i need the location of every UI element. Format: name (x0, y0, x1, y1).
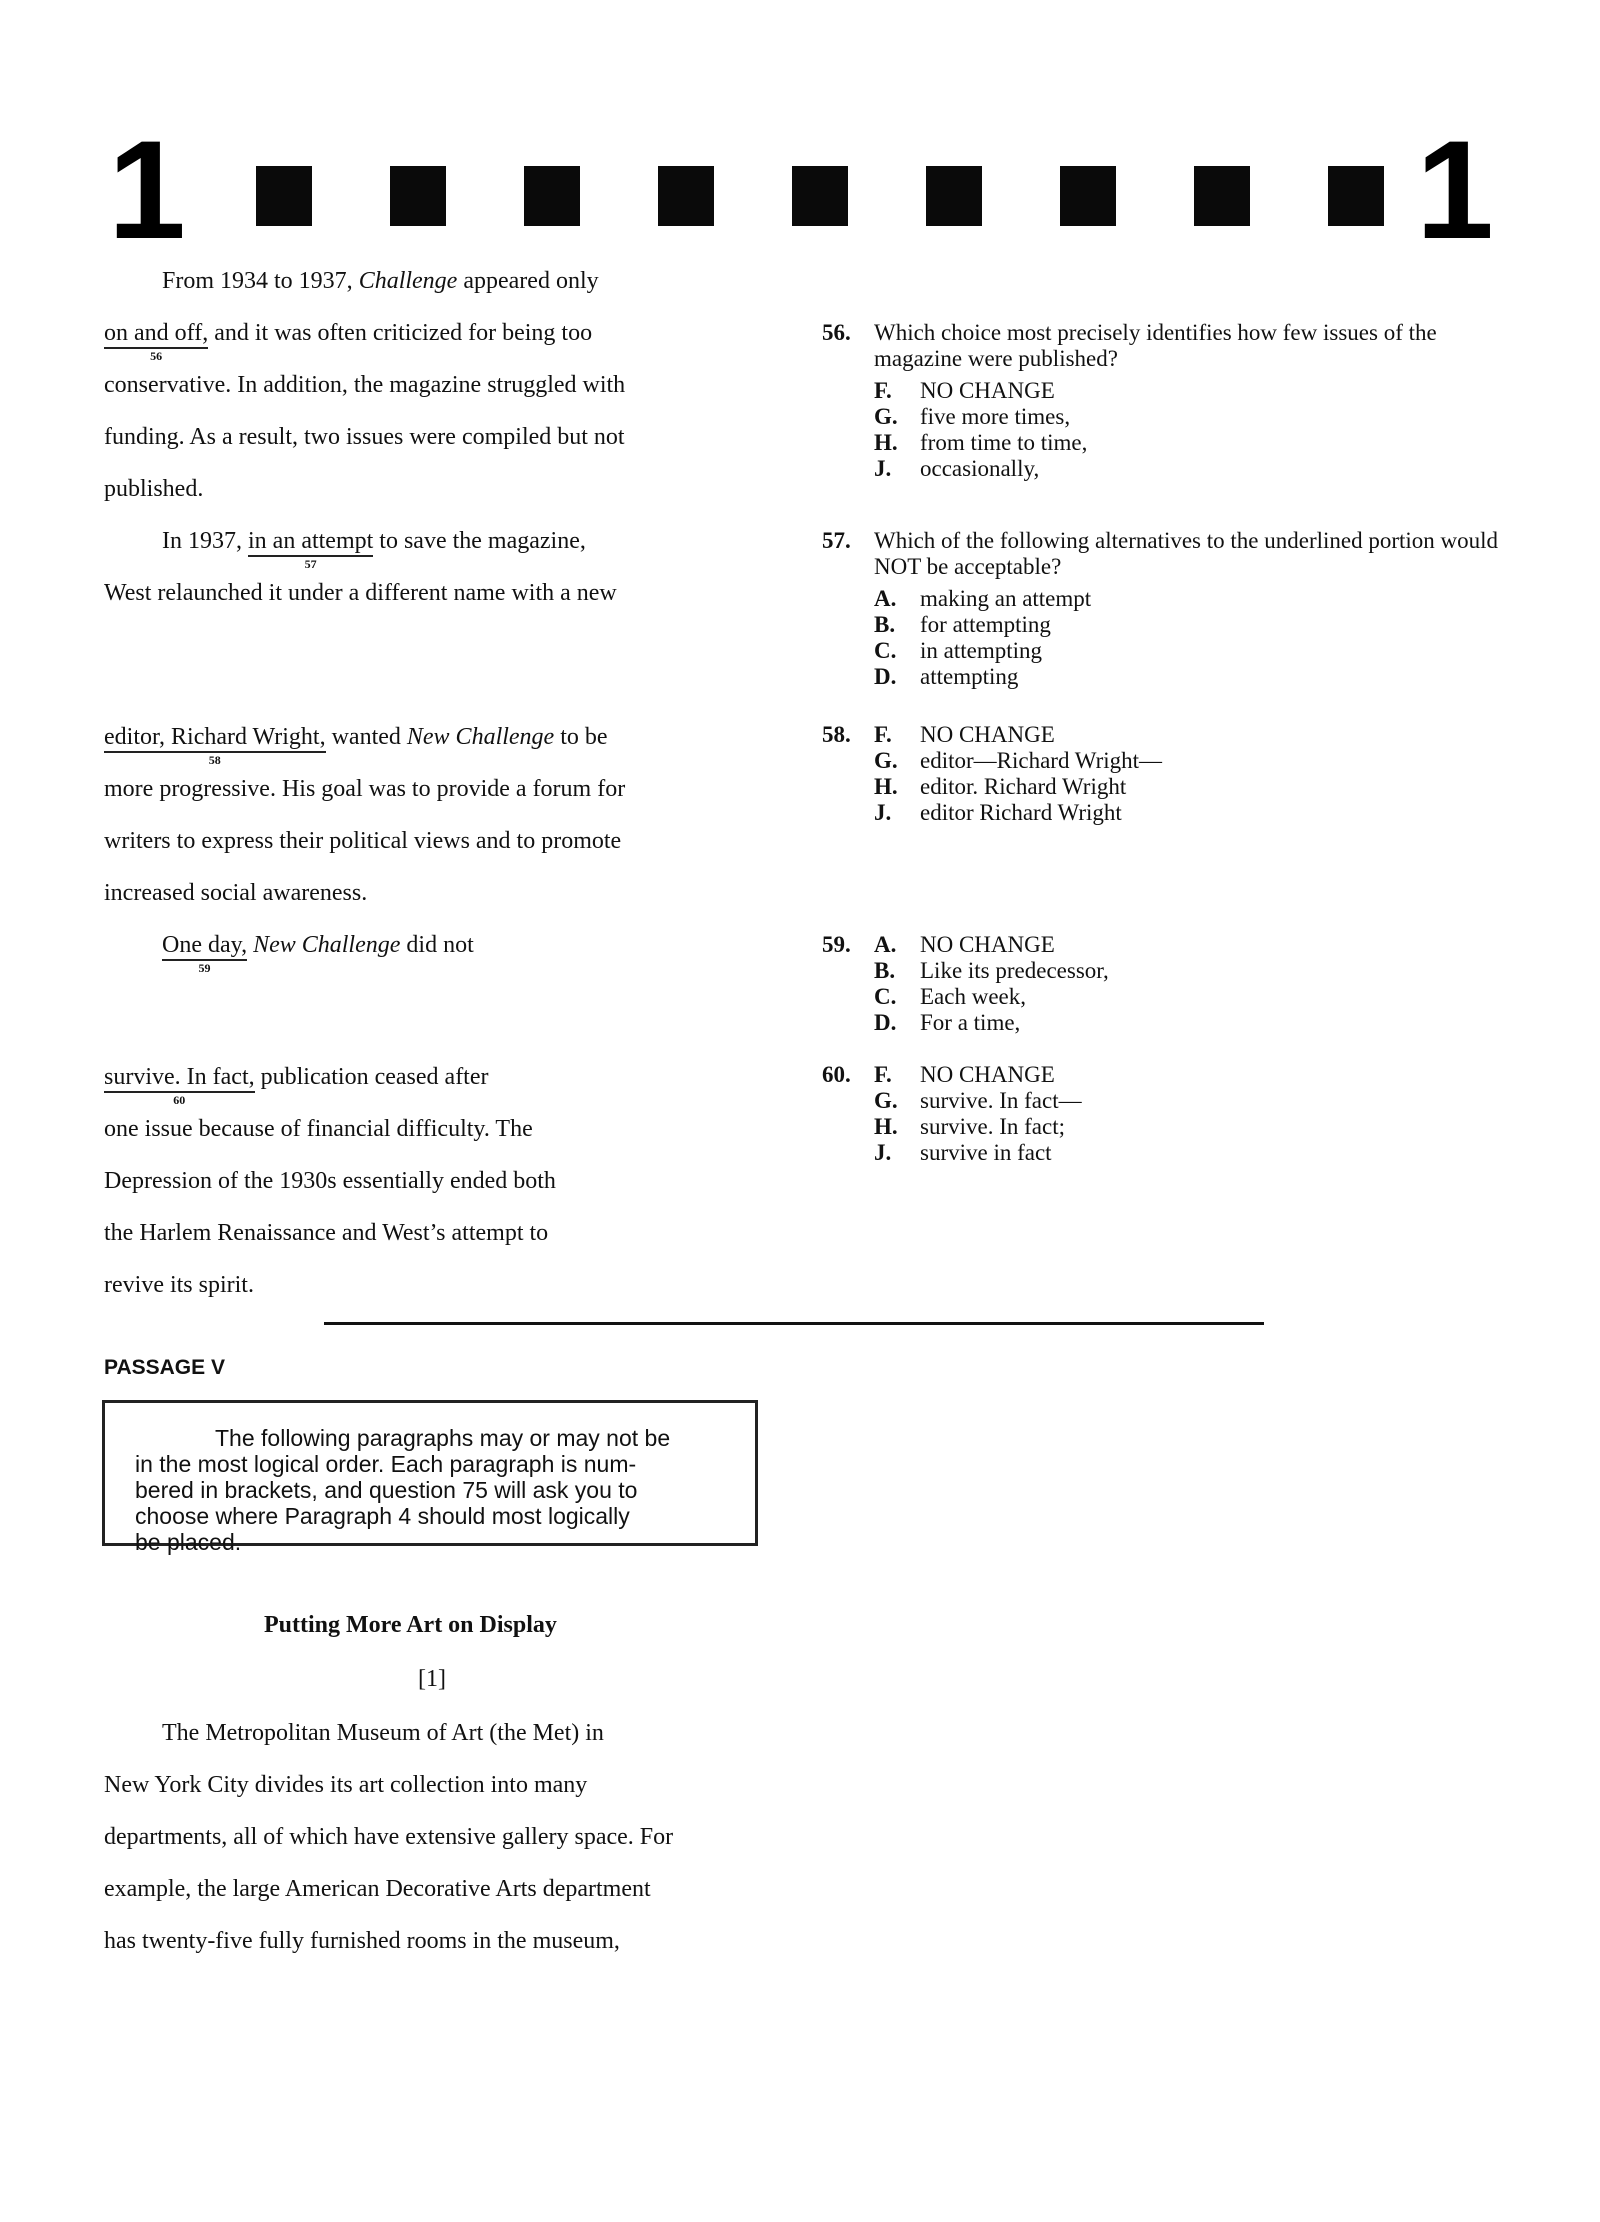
passage-line: revive its spirit. (104, 1272, 254, 1298)
passage-line: published. (104, 476, 204, 502)
answer-option[interactable]: B. for attempting (874, 612, 1051, 637)
underlined-portion-58[interactable]: editor, Richard Wright, 58 (104, 724, 326, 767)
question-number: 60. (822, 1062, 851, 1087)
question-ref-number: 56 (150, 349, 163, 363)
header-block-icon (1194, 166, 1250, 226)
answer-option[interactable]: F. NO CHANGE (874, 1062, 1055, 1087)
passage-line: example, the large American Decorative Arts department (104, 1876, 651, 1902)
passage-line: Depression of the 1930s essentially ended both (104, 1168, 556, 1194)
passage-line: has twenty-five fully furnished rooms in the museum, (104, 1928, 620, 1954)
answer-option[interactable]: J. occasionally, (874, 456, 1040, 481)
question-ref-number: 59 (198, 961, 211, 975)
question-number: 58. (822, 722, 851, 747)
question-56 (822, 320, 1502, 482)
passage-line: New York City divides its art collection into many (104, 1772, 588, 1798)
passage-line: one issue because of financial difficulty. The (104, 1116, 533, 1142)
question-stem: Which choice most precisely identifies how few issues of the magazine were published? (874, 320, 1437, 371)
question-ref-number: 60 (173, 1093, 186, 1107)
answer-option[interactable]: H. survive. In fact; (874, 1114, 1065, 1139)
passage-line: In 1937, in an attempt 57 to save the magazine, (162, 528, 586, 571)
section-number-left: 1 (108, 111, 186, 268)
answer-option[interactable]: F. NO CHANGE (874, 378, 1055, 403)
underlined-portion-56[interactable]: on and off, 56 (104, 320, 209, 363)
question-ref-number: 58 (208, 753, 221, 767)
answer-option[interactable]: A. NO CHANGE (874, 932, 1055, 957)
passage-line: funding. As a result, two issues were compiled but not (104, 424, 625, 450)
answer-option[interactable]: D. For a time, (874, 1010, 1021, 1035)
passage-line: One day, 59 New Challenge did not (162, 932, 474, 975)
passage-line: the Harlem Renaissance and West’s attempt to (104, 1220, 549, 1246)
question-60 (822, 1062, 1502, 1166)
passage-line: more progressive. His goal was to provide a forum for (104, 776, 626, 802)
passage-line: writers to express their political views and to promote (104, 828, 622, 854)
passage-line: survive. In fact, 60 publication ceased after (104, 1064, 489, 1107)
question-59 (822, 932, 1502, 1036)
underlined-portion-59[interactable]: One day, 59 (162, 932, 248, 975)
question-number: 59. (822, 932, 851, 957)
passage-line: editor, Richard Wright, 58 wanted New Challenge to be (104, 724, 608, 767)
answer-option[interactable]: B. Like its predecessor, (874, 958, 1109, 983)
answer-option[interactable]: D. attempting (874, 664, 1019, 689)
passage-line: increased social awareness. (104, 880, 368, 906)
answer-option[interactable]: C. in attempting (874, 638, 1043, 663)
section-divider (324, 1322, 1264, 1325)
passage-instructions-box: The following paragraphs may or may not be in the most logical order. Each paragraph is num- bered in brackets, and question 75 will ask you to choose where Paragraph 4 should most logically be placed. (102, 1400, 758, 1546)
passage-title: Putting More Art on Display (264, 1612, 557, 1638)
answer-option[interactable]: G. survive. In fact— (874, 1088, 1082, 1113)
passage-line: departments, all of which have extensive gallery space. For (104, 1824, 674, 1850)
question-number: 56. (822, 320, 851, 345)
header-block-icon (256, 166, 312, 226)
question-ref-number: 57 (304, 557, 317, 571)
underlined-portion-57[interactable]: in an attempt 57 (248, 528, 374, 571)
answer-option[interactable]: F. NO CHANGE (874, 722, 1055, 747)
header-block-icon (658, 166, 714, 226)
question-stem: Which of the following alternatives to the underlined portion would NOT be acceptable? (874, 528, 1499, 579)
passage-line: on and off, 56 and it was often criticized for being too (104, 320, 593, 363)
passage-line: From 1934 to 1937, Challenge appeared only (162, 268, 599, 294)
answer-option[interactable]: H. from time to time, (874, 430, 1088, 455)
header-block-icon (390, 166, 446, 226)
answer-option[interactable]: G. five more times, (874, 404, 1071, 429)
answer-option[interactable]: A. making an attempt (874, 586, 1092, 611)
passage-line: West relaunched it under a different name with a new (104, 580, 617, 606)
answer-option[interactable]: C. Each week, (874, 984, 1026, 1009)
answer-option[interactable]: J. survive in fact (874, 1140, 1052, 1165)
answer-option[interactable]: J. editor Richard Wright (874, 800, 1122, 825)
question-57 (822, 528, 1502, 690)
header-block-icon (926, 166, 982, 226)
question-58 (822, 722, 1502, 826)
header-block-icon (1328, 166, 1384, 226)
underlined-portion-60[interactable]: survive. In fact, 60 (104, 1064, 255, 1107)
passage-line: The Metropolitan Museum of Art (the Met) in (162, 1720, 604, 1746)
passage-line: conservative. In addition, the magazine struggled with (104, 372, 626, 398)
passage-label: PASSAGE V (104, 1356, 225, 1379)
header-block-icon (792, 166, 848, 226)
section-number-right: 1 (1416, 111, 1494, 268)
answer-option[interactable]: G. editor—Richard Wright— (874, 748, 1163, 773)
header-block-icon (524, 166, 580, 226)
question-number: 57. (822, 528, 851, 553)
answer-option[interactable]: H. editor. Richard Wright (874, 774, 1127, 799)
header-block-icon (1060, 166, 1116, 226)
paragraph-marker: [1] (418, 1666, 446, 1692)
